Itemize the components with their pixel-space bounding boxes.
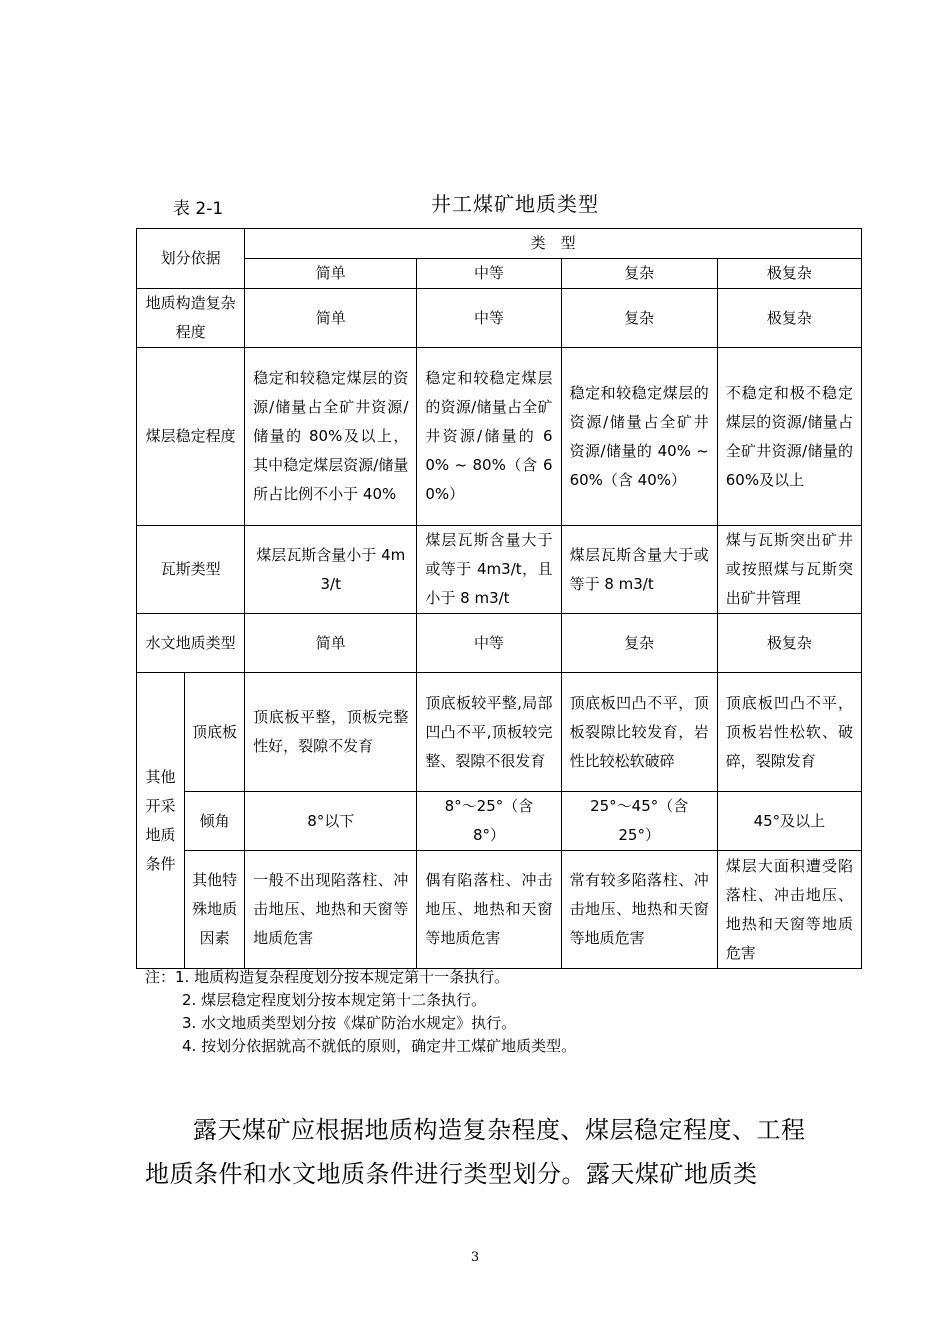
table-cell: 极复杂 [717,289,861,348]
table-cell: 中等 [417,289,561,348]
table-cell: 煤层瓦斯含量大于或等于 8 m3/t [561,526,717,614]
table-notes [145,966,576,1058]
table-row [137,526,862,614]
table-row [137,348,862,526]
table-cell: 顶底板凹凸不平，顶板裂隙比较发育，岩性比较松软破碎 [561,673,717,792]
header-row [137,229,862,259]
sub-label: 顶底板 [185,673,245,792]
page-number: 3 [470,1250,480,1265]
table-row [137,851,862,969]
table-cell: 8°～25°（含 8°） [417,792,561,851]
note-item: 注：1. 地质构造复杂程度划分按本规定第十一条执行。 [145,968,510,986]
header-basis: 划分依据 [137,229,245,289]
table-row [137,673,862,792]
table-cell: 8°以下 [245,792,417,851]
table-cell: 稳定和较稳定煤层的资源/储量占全矿井资源/储量的 60% ~ 80%（含 60%） [417,348,561,526]
table-cell: 常有较多陷落柱、冲击地压、地热和天窗等地质危害 [561,851,717,969]
table-title: 井工煤矿地质类型 [431,192,599,216]
table-cell: 简单 [245,614,417,673]
table-cell: 稳定和较稳定煤层的资源/储量占全矿井资源/储量的 80%及以上，其中稳定煤层资源/储量所占比例不小于 40% [245,348,417,526]
header-type: 简单 [245,259,417,289]
note-item: 4. 按划分依据就高不就低的原则，确定井工煤矿地质类型。 [182,1037,577,1055]
table-row [137,289,862,348]
paragraph-text: 露天煤矿应根据地质构造复杂程度、煤层稳定程度、工程地质条件和水文地质条件进行类型划分。露天煤矿地质类 [145,1116,806,1188]
note-item: 3. 水文地质类型划分按《煤矿防治水规定》执行。 [182,1014,517,1032]
table-cell: 复杂 [561,614,717,673]
table-cell: 45°及以上 [717,792,861,851]
table-number: 表 2-1 [173,199,224,219]
row-label: 瓦斯类型 [137,526,245,614]
table-cell: 极复杂 [717,614,861,673]
note-item: 2. 煤层稳定程度划分按本规定第十二条执行。 [182,991,487,1009]
geology-type-table [136,228,862,969]
table-cell: 煤层瓦斯含量大于或等于 4m3/t，且小于 8 m3/t [417,526,561,614]
table-cell: 顶底板平整，顶板完整性好，裂隙不发育 [245,673,417,792]
body-paragraph [145,1108,815,1196]
table-row [137,792,862,851]
table-cell: 25°～45°（含 25°） [561,792,717,851]
row-label: 地质构造复杂程度 [137,289,245,348]
header-type: 极复杂 [717,259,861,289]
table-cell: 不稳定和极不稳定煤层的资源/储量占全矿井资源/储量的 60%及以上 [717,348,861,526]
header-types-row [137,259,862,289]
row-label: 水文地质类型 [137,614,245,673]
header-type: 复杂 [561,259,717,289]
table-cell: 一般不出现陷落柱、冲击地压、地热和天窗等地质危害 [245,851,417,969]
table-cell: 煤层大面积遭受陷落柱、冲击地压、地热和天窗等地质危害 [717,851,861,969]
table-cell: 顶底板凹凸不平，顶板岩性松软、破碎，裂隙发育 [717,673,861,792]
table-cell: 复杂 [561,289,717,348]
header-types-group: 类 型 [245,229,862,259]
table-cell: 偶有陷落柱、冲击地压、地热和天窗等地质危害 [417,851,561,969]
table-cell: 简单 [245,289,417,348]
table-cell: 顶底板较平整,局部凹凸不平,顶板较完整、裂隙不很发育 [417,673,561,792]
sub-label: 倾角 [185,792,245,851]
table-cell: 煤层瓦斯含量小于 4m3/t [245,526,417,614]
group-label: 其他开采地质条件 [137,673,185,969]
table-row [137,614,862,673]
table-cell: 煤与瓦斯突出矿井或按照煤与瓦斯突出矿井管理 [717,526,861,614]
row-label: 煤层稳定程度 [137,348,245,526]
sub-label: 其他特殊地质因素 [185,851,245,969]
header-type: 中等 [417,259,561,289]
table-cell: 稳定和较稳定煤层的资源/储量占全矿井资源/储量的 40% ~ 60%（含 40%） [561,348,717,526]
table-cell: 中等 [417,614,561,673]
